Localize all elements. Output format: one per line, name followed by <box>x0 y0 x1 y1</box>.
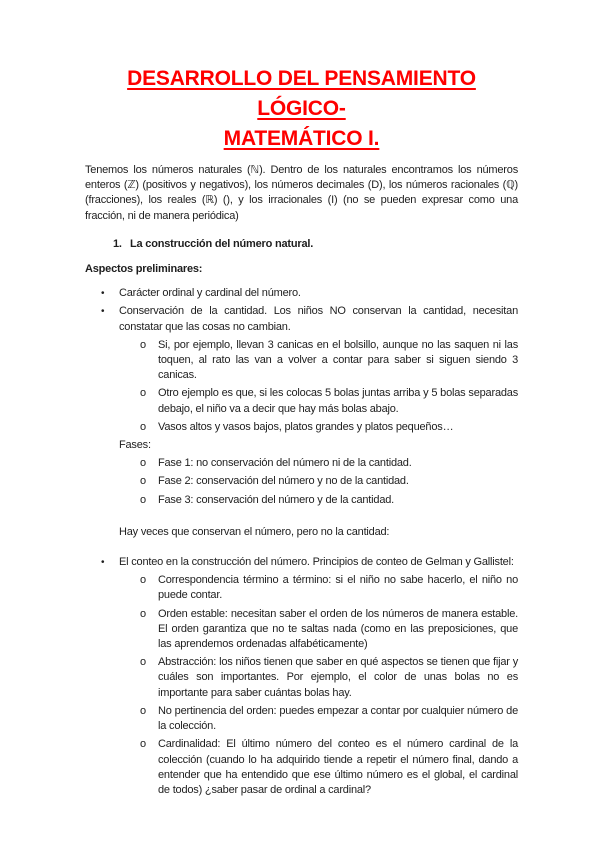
circle-bullet-marker: o <box>140 574 146 587</box>
sub-list-item-text: Abstracción: los niños tienen que saber en qué aspectos se tienen que fijar y cuáles son importantes. Por ejemplo, el color de unas bolas no es importante para saber cuántas bolas hay. <box>158 656 518 699</box>
aspectos-preliminares-heading: Aspectos preliminares: <box>85 263 203 276</box>
circle-bullet-marker: o <box>140 338 146 351</box>
sub-list-item-fase-2 <box>85 474 518 489</box>
sub-list-item-text: Si, por ejemplo, llevan 3 canicas en el bolsillo, aunque no las saquen ni las toquen, al rato las van a volver a contar para saber si siguen siendo 3 canicas. <box>158 338 518 382</box>
circle-bullet-marker: o <box>140 704 146 717</box>
circle-bullet-marker: o <box>140 387 146 400</box>
disc-bullet-marker: • <box>101 288 105 300</box>
sub-list-item-abstraccion <box>85 655 518 701</box>
list-item-caracter <box>85 286 518 301</box>
circle-bullet-marker: o <box>140 656 146 669</box>
circle-bullet-marker: o <box>140 457 146 470</box>
sub-list-item-text: Fase 1: no conservación del número ni de la cantidad. <box>158 457 412 470</box>
hay-veces-paragraph: Hay veces que conservan el número, pero no la cantidad: <box>119 525 390 538</box>
sub-list-item-fase-3 <box>85 493 518 508</box>
sub-list-item-bolas <box>85 386 518 416</box>
sub-list-item-text: Otro ejemplo es que, si les colocas 5 bolas juntas arriba y 5 bolas separadas debajo, el niño va a decir que hay más bolas abajo. <box>158 387 518 415</box>
disc-bullet-marker: • <box>101 306 105 318</box>
sub-list-item-orden-estable <box>85 607 518 653</box>
circle-bullet-marker: o <box>140 493 146 506</box>
sub-list-item-cardinalidad <box>85 737 518 798</box>
document-title <box>85 64 518 154</box>
sub-list-item-text: Fase 2: conservación del número y no de la cantidad. <box>158 475 409 488</box>
sub-list-item-text: Orden estable: necesitan saber el orden de los números de manera estable. El orden garantiza que no te saltas nada (como en las preposiciones, que las aprendemos ordenadas alfabéticamente) <box>158 607 518 651</box>
intro-paragraph: Tenemos los números naturales (ℕ). Dentro de los naturales encontramos los números enteros (ℤ) (positivos y negativos), los números decimales (D), los números racionales (ℚ) (fracciones), los reales (ℝ) (), y los irracionales (I) (no se pueden expresar como una fracción, ni de manera periódica) <box>85 164 518 222</box>
sub-list-item-correspondencia <box>85 573 518 603</box>
circle-bullet-marker: o <box>140 607 146 620</box>
circle-bullet-marker: o <box>140 738 146 751</box>
sub-list-item-text: Fase 3: conservación del número y de la cantidad. <box>158 493 395 506</box>
sub-list-item-vasos <box>85 420 518 435</box>
title-line-2: MATEMÁTICO I. <box>223 127 380 150</box>
sub-list-item-text: Correspondencia término a término: si el niño no sabe hacerlo, el niño no puede contar. <box>158 574 518 602</box>
list-item-conteo <box>85 555 518 570</box>
sub-list-item-fase-1 <box>85 456 518 471</box>
disc-bullet-marker: • <box>101 557 105 569</box>
section-number: 1. <box>113 237 122 250</box>
list-item-text: Conservación de la cantidad. Los niños NO conservan la cantidad, necesitan constatar que las cosas no cambian. <box>119 305 518 333</box>
section-title: La construcción del número natural. <box>130 237 314 250</box>
fases-label: Fases: <box>119 439 151 452</box>
sub-list-item-text: No pertinencia del orden: puedes empezar a contar por cualquier número de la colección. <box>158 704 518 733</box>
sub-list-item-text: Vasos altos y vasos bajos, platos grandes y platos pequeños… <box>158 420 454 433</box>
circle-bullet-marker: o <box>140 475 146 488</box>
title-line-1: DESARROLLO DEL PENSAMIENTO LÓGICO- <box>127 67 476 120</box>
list-item-text: Carácter ordinal y cardinal del número. <box>119 287 301 300</box>
list-item-text: El conteo en la construcción del número. Principios de conteo de Gelman y Gallistel: <box>119 556 514 569</box>
section-heading-1 <box>85 237 518 252</box>
sub-list-item-text: Cardinalidad: El último número del conteo es el número cardinal de la colección (cuando lo ha adquirido tiende a repetir el número final, dando a entender que ha entendido que ese último número es el global, el cardinal de todos) ¿saber pasar de ordinal a cardinal? <box>158 738 518 796</box>
sub-list-item-canicas <box>85 338 518 384</box>
sub-list-item-no-pertinencia <box>85 704 518 734</box>
list-item-conservacion <box>85 304 518 334</box>
circle-bullet-marker: o <box>140 420 146 433</box>
